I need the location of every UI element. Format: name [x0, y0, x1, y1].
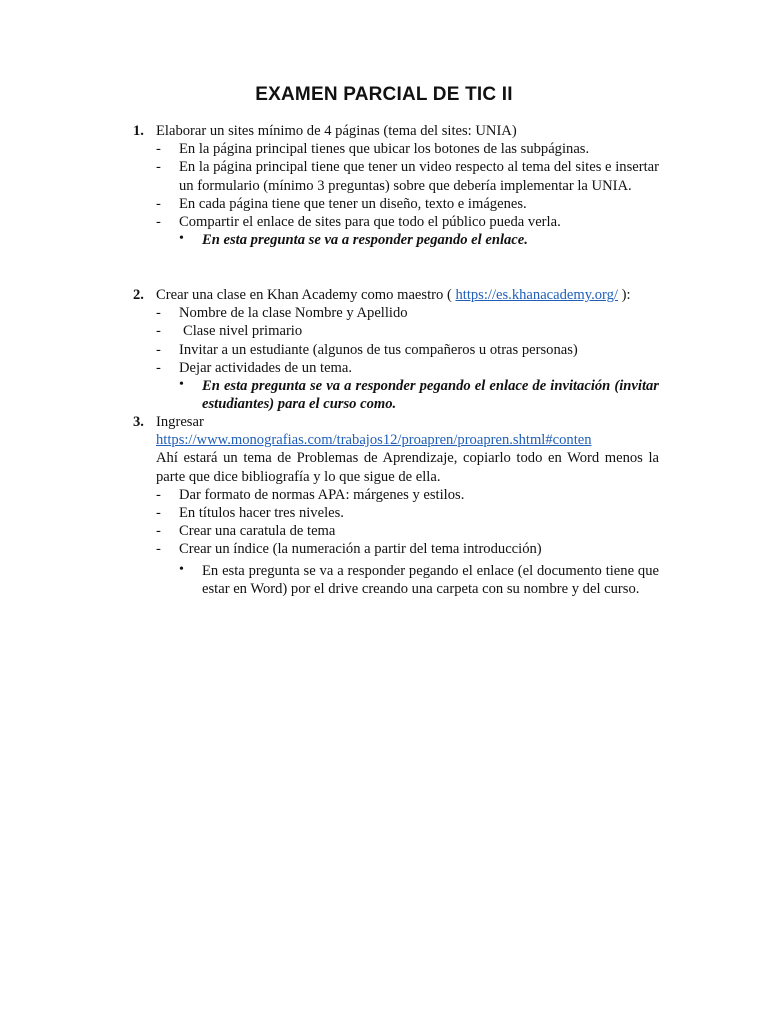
- question-3-text: Ingresar: [156, 414, 204, 430]
- bullet-icon: •: [179, 377, 184, 393]
- dash-marker: -: [156, 341, 161, 358]
- question-2-header: [133, 286, 659, 304]
- list-item-text: Nombre de la clase Nombre y Apellido: [179, 305, 408, 322]
- dash-marker: -: [156, 159, 161, 176]
- answer-instruction: [133, 377, 659, 413]
- question-number: 2.: [133, 287, 144, 303]
- list-item-text: Compartir el enlace de sites para que todo el público pueda verla.: [179, 214, 561, 231]
- list-item-text: En cada página tiene que tener un diseño, texto e imágenes.: [179, 195, 527, 212]
- bullet-icon: •: [179, 231, 184, 247]
- monografias-link[interactable]: https://www.monografias.com/trabajos12/proapren/proapren.shtml#conten: [156, 432, 592, 449]
- list-item-text: En la página principal tienes que ubicar los botones de las subpáginas.: [179, 141, 590, 158]
- list-item: [133, 359, 659, 377]
- answer-instruction-text: En esta pregunta se va a responder pegando el enlace de invitación (invitar estudiantes) para el curso como.: [202, 378, 659, 413]
- dash-marker: -: [156, 305, 161, 322]
- question-2-text-end: ):: [618, 287, 631, 303]
- dash-marker: -: [156, 541, 161, 558]
- list-item: [133, 341, 659, 359]
- list-item: [133, 213, 659, 231]
- page-title: EXAMEN PARCIAL DE TIC II: [255, 84, 513, 105]
- question-number: 1.: [133, 123, 144, 139]
- list-item: [133, 540, 659, 558]
- list-item: [133, 158, 659, 194]
- list-item: [133, 322, 659, 340]
- list-item: [133, 486, 659, 504]
- question-3: [133, 413, 659, 598]
- list-item-text: En títulos hacer tres niveles.: [179, 505, 344, 522]
- list-item: [133, 140, 659, 158]
- answer-instruction-text: En esta pregunta se va a responder pegando el enlace.: [202, 232, 528, 249]
- list-item-text: Dejar actividades de un tema.: [179, 359, 353, 376]
- dash-marker: -: [156, 486, 161, 503]
- question-2: [133, 286, 659, 413]
- question-1-text: Elaborar un sites mínimo de 4 páginas (tema del sites: UNIA): [156, 123, 517, 139]
- list-item-text: Invitar a un estudiante (algunos de tus compañeros u otras personas): [179, 341, 578, 358]
- dash-marker: -: [156, 323, 161, 340]
- monografias-link-line: [133, 431, 659, 449]
- dash-marker: -: [156, 214, 161, 231]
- question-2-text: Crear una clase en Khan Academy como maestro (: [156, 287, 456, 303]
- answer-instruction-text: En esta pregunta se va a responder pegando el enlace (el documento tiene que estar en Word) por el drive creando una carpeta con su nombre y del curso.: [202, 562, 659, 597]
- list-item: [133, 304, 659, 322]
- list-item-text: Crear una caratula de tema: [179, 523, 336, 540]
- question-3-header: [133, 413, 659, 431]
- list-item: [133, 504, 659, 522]
- dash-marker: -: [156, 359, 161, 376]
- question-number: 3.: [133, 414, 144, 430]
- list-item-text: En la página principal tiene que tener un video respecto al tema del sites e insertar un formulario (mínimo 3 preguntas) sobre que debería implementar la UNIA.: [179, 159, 659, 194]
- list-item-text: Crear un índice (la numeración a partir del tema introducción): [179, 541, 542, 558]
- answer-instruction: [133, 231, 659, 249]
- list-item: [133, 195, 659, 213]
- answer-instruction: [133, 562, 659, 598]
- dash-marker: -: [156, 195, 161, 212]
- list-item-text: Clase nivel primario: [183, 323, 303, 340]
- bullet-icon: •: [179, 561, 184, 577]
- list-item-text: Dar formato de normas APA: márgenes y estilos.: [179, 486, 465, 503]
- list-item: [133, 522, 659, 540]
- question-3-paragraph: Ahí estará un tema de Problemas de Aprendizaje, copiarlo todo en Word menos la parte que dice bibliografía y lo que sigue de ella.: [156, 450, 659, 485]
- dash-marker: -: [156, 141, 161, 158]
- question-1-header: [133, 122, 659, 140]
- khan-academy-link[interactable]: https://es.khanacademy.org/: [455, 287, 618, 303]
- question-1: [133, 122, 659, 249]
- dash-marker: -: [156, 523, 161, 540]
- dash-marker: -: [156, 505, 161, 522]
